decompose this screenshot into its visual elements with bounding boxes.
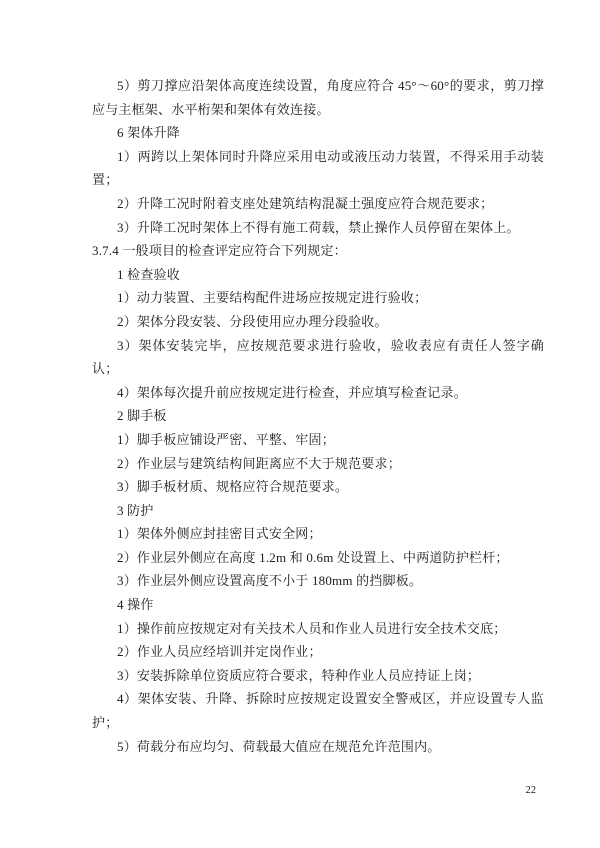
paragraph: 1）脚手板应铺设严密、平整、牢固；	[117, 431, 335, 447]
paragraph: 3）作业层外侧应设置高度不小于 180mm 的挡脚板。	[117, 573, 423, 589]
paragraph: 2 脚手板	[117, 408, 167, 424]
paragraph: 4）架体安装、升降、拆除时应按规定设置安全警戒区，并应设置专人监护；	[92, 691, 544, 731]
paragraph: 6 架体升降	[117, 125, 180, 141]
paragraph: 1）操作前应按规定对有关技术人员和作业人员进行安全技术交底；	[117, 620, 507, 636]
paragraph: 3）架体安装完毕，应按规范要求进行验收，验收表应有责任人签字确认；	[92, 337, 544, 377]
paragraph: 2）架体分段安装、分段使用应办理分段验收。	[117, 313, 388, 329]
paragraph: 3 防护	[117, 502, 154, 518]
document-body	[92, 74, 544, 758]
paragraph: 4）架体每次提升前应按规定进行检查，并应填写检查记录。	[117, 384, 467, 400]
paragraph: 2）作业层外侧应在高度 1.2m 和 0.6m 处设置上、中两道防护栏杆；	[117, 549, 509, 565]
paragraph: 5）荷载分布应均匀、荷载最大值应在规范允许范围内。	[117, 738, 441, 754]
paragraph: 1）动力装置、主要结构配件进场应按规定进行验收；	[117, 290, 428, 306]
paragraph: 1 检查验收	[117, 266, 180, 282]
paragraph: 3）升降工况时架体上不得有施工荷载，禁止操作人员停留在架体上。	[117, 219, 520, 235]
paragraph: 2）作业层与建筑结构间距离应不大于规范要求；	[117, 455, 401, 471]
paragraph: 2）作业人员应经培训并定岗作业；	[117, 644, 322, 660]
paragraph: 5）剪刀撑应沿架体高度连续设置，角度应符合 45°～60°的要求，剪刀撑应与主框架、水平桁架和架体有效连接。	[92, 78, 544, 117]
paragraph: 4 操作	[117, 597, 154, 613]
paragraph: 1）架体外侧应封挂密目式安全网；	[117, 526, 322, 542]
page-number: 22	[525, 785, 536, 796]
paragraph: 3）脚手板材质、规格应符合规范要求。	[117, 479, 349, 495]
paragraph: 1）两跨以上架体同时升降应采用电动或液压动力装置，不得采用手动装置；	[92, 148, 544, 188]
paragraph: 3）安装拆除单位资质应符合要求，特种作业人员应持证上岗；	[117, 667, 481, 683]
paragraph: 2）升降工况时附着支座处建筑结构混凝土强度应符合规范要求；	[117, 195, 494, 211]
paragraph: 3.7.4 一般项目的检查评定应符合下列规定：	[92, 243, 347, 259]
